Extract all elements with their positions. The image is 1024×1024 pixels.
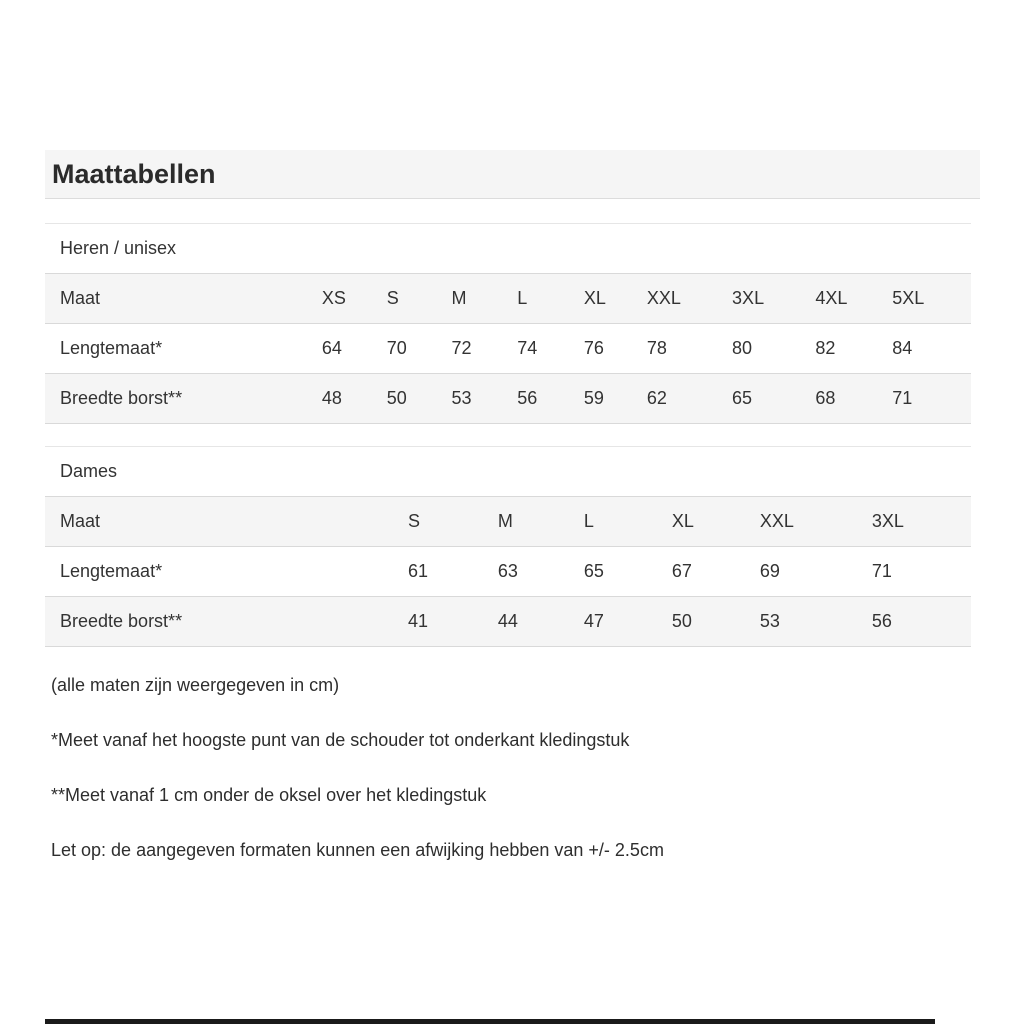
measurement-label: Lengtemaat*: [60, 338, 163, 358]
note-tolerance: Let op: de aangegeven formaten kunnen een afwijking hebben van +/- 2.5cm: [51, 840, 664, 860]
section-dames: [45, 446, 971, 647]
section-title: Dames: [60, 461, 118, 481]
page-title-bar: [45, 150, 980, 199]
measurement-row: [45, 374, 971, 424]
size-column-header: S: [386, 288, 399, 308]
size-column-header: 4XL: [815, 288, 848, 308]
page-title: Maattabellen: [52, 158, 216, 189]
note-length-measurement: *Meet vanaf het hoogste punt van de schouder tot onderkant kledingstuk: [51, 730, 630, 750]
size-value: 63: [497, 561, 518, 581]
size-table: [45, 496, 971, 647]
measurement-label: Lengtemaat*: [60, 561, 163, 581]
size-column-header: XL: [583, 288, 606, 308]
size-value: 61: [408, 561, 429, 581]
size-column-header: M: [497, 511, 513, 531]
size-value: 50: [386, 388, 407, 408]
size-value: 53: [759, 611, 780, 631]
size-value: 72: [451, 338, 472, 358]
note-chest-measurement: **Meet vanaf 1 cm onder de oksel over het kledingstuk: [51, 785, 487, 805]
size-header-label: Maat: [60, 511, 101, 531]
size-column-header: XS: [321, 288, 346, 308]
size-column-header: L: [517, 288, 528, 308]
section-heren-unisex: [45, 223, 971, 424]
size-value: 48: [321, 388, 342, 408]
size-column-header: S: [408, 511, 421, 531]
size-value: 71: [892, 388, 913, 408]
size-header-row: [45, 274, 971, 324]
size-value: 65: [732, 388, 753, 408]
size-value: 67: [671, 561, 692, 581]
size-value: 56: [517, 388, 538, 408]
size-value: 44: [497, 611, 518, 631]
section-title: Heren / unisex: [60, 238, 177, 258]
size-value: 53: [451, 388, 472, 408]
measurement-row: [45, 324, 971, 374]
size-value: 50: [671, 611, 692, 631]
measurement-notes: [51, 674, 971, 894]
size-value: 56: [871, 611, 892, 631]
size-value: 80: [732, 338, 753, 358]
size-column-header: XXL: [759, 511, 794, 531]
size-value: 84: [892, 338, 913, 358]
size-value: 62: [646, 388, 667, 408]
size-value: 71: [871, 561, 892, 581]
size-value: 69: [759, 561, 780, 581]
size-header-row: [45, 497, 971, 547]
size-column-header: M: [451, 288, 467, 308]
size-table: [45, 273, 971, 424]
measurement-row: [45, 547, 971, 597]
size-column-header: 5XL: [892, 288, 925, 308]
size-value: 47: [583, 611, 604, 631]
size-column-header: 3XL: [871, 511, 904, 531]
size-column-header: XL: [671, 511, 694, 531]
size-value: 68: [815, 388, 836, 408]
measurement-row: [45, 597, 971, 647]
size-value: 76: [583, 338, 604, 358]
size-value: 41: [408, 611, 429, 631]
note-units: (alle maten zijn weergegeven in cm): [51, 675, 340, 695]
size-value: 64: [321, 338, 342, 358]
size-value: 74: [517, 338, 538, 358]
size-column-header: 3XL: [732, 288, 765, 308]
bottom-cropped-element: [45, 1019, 935, 1024]
measurement-label: Breedte borst**: [60, 611, 183, 631]
size-value: 82: [815, 338, 836, 358]
size-value: 78: [646, 338, 667, 358]
size-column-header: XXL: [646, 288, 681, 308]
measurement-label: Breedte borst**: [60, 388, 183, 408]
size-value: 65: [583, 561, 604, 581]
size-header-label: Maat: [60, 288, 101, 308]
size-value: 70: [386, 338, 407, 358]
size-column-header: L: [583, 511, 594, 531]
size-value: 59: [583, 388, 604, 408]
